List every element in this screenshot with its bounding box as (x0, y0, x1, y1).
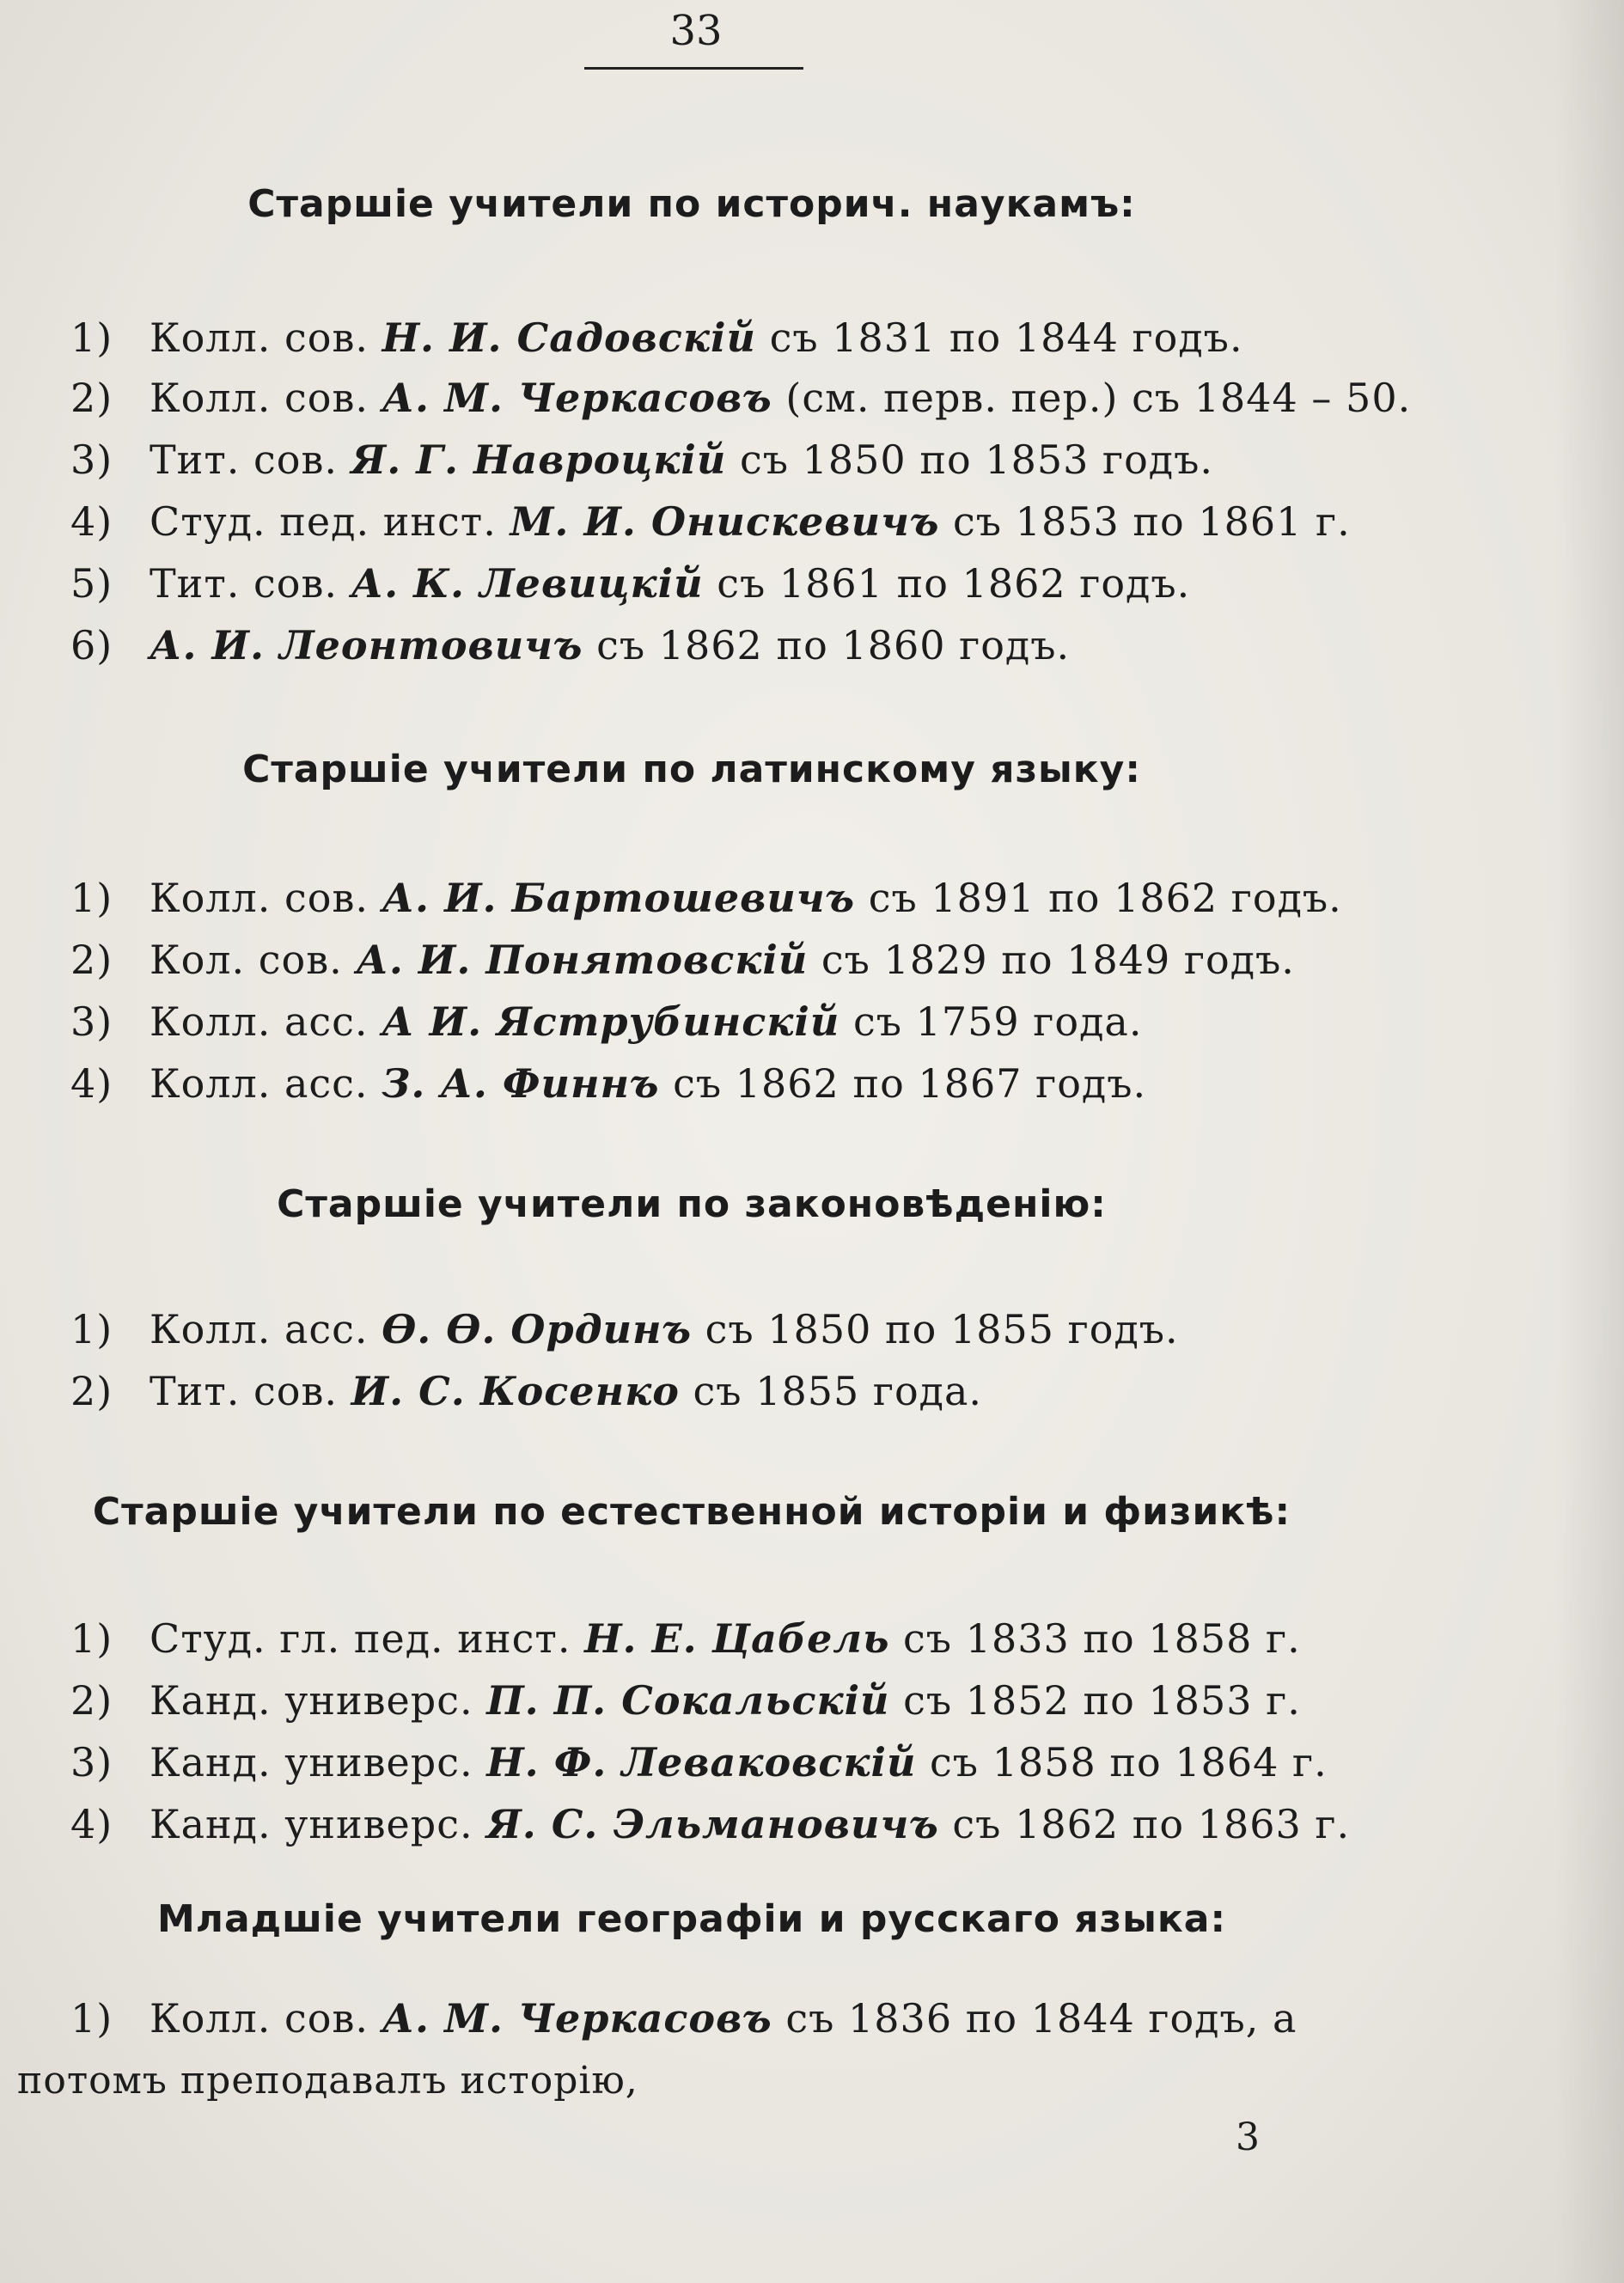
entry-number: 1) (70, 314, 113, 361)
entry-number: 1) (70, 1306, 113, 1352)
entry-years: съ 1862 по 1867 годъ. (673, 1060, 1147, 1107)
entry-years: съ 1855 года. (693, 1368, 983, 1414)
entry-rank: Колл. асс. (150, 998, 369, 1045)
entry-number: 2) (70, 937, 113, 983)
signature-mark: 3 (1236, 2115, 1260, 2159)
entry-name: Н. Ф. Леваковскій (486, 1739, 917, 1786)
entry-years: съ 1850 по 1853 годъ. (739, 436, 1213, 483)
entry-rank: Колл. сов. (150, 314, 369, 361)
entry-number: 2) (70, 1368, 113, 1414)
entry-number: 3) (70, 436, 113, 483)
section-heading: Младшіе учители географіи и русскаго языка: (156, 1897, 1227, 1941)
entry-years: съ 1862 по 1863 г. (952, 1801, 1351, 1847)
entry-rank: Канд. универс. (150, 1677, 473, 1724)
entry-name: А. И. Понятовскій (356, 937, 809, 983)
entry-name: А. И. Бартошевичъ (382, 875, 856, 921)
entry-rank: Студ. пед. инст. (150, 498, 497, 545)
entry-years: съ 1829 по 1849 годъ. (821, 937, 1295, 983)
entry-rank: Тит. сов. (150, 560, 339, 607)
entry-rank: Канд. универс. (150, 1739, 473, 1786)
list-item (70, 1306, 1411, 1352)
list-item (70, 1995, 1411, 2042)
section-heading: Старшіе учители по латинскому языку: (242, 748, 1141, 791)
entry-number: 4) (70, 1060, 113, 1107)
entry-name: Я. Г. Навроцкій (351, 436, 727, 483)
entry-years: съ 1852 по 1853 г. (903, 1677, 1301, 1724)
page-number: 33 (669, 7, 723, 55)
list-item (70, 1677, 1411, 1724)
entry-years: съ 1858 по 1864 г. (930, 1739, 1328, 1786)
entry-name: А. М. Черкасовъ (382, 1995, 772, 2042)
list-item (70, 1615, 1411, 1662)
entry-years: съ 1853 по 1861 г. (953, 498, 1351, 545)
entry-years: съ 1891 по 1862 годъ. (868, 875, 1342, 921)
entry-name: Я. С. Эльмановичъ (486, 1801, 939, 1847)
entry-rank: Колл. асс. (150, 1306, 369, 1352)
list-item (70, 560, 1411, 607)
entry-name: А. К. Левицкій (351, 560, 704, 607)
entry-rank: Колл. сов. (150, 1995, 369, 2042)
page-number-rule (584, 67, 803, 70)
entry-years: съ 1862 по 1860 годъ. (596, 622, 1071, 668)
section-heading: Старшіе учители по историч. наукамъ: (247, 182, 1136, 226)
entry-rank: Колл. сов. (150, 875, 369, 921)
list-item (70, 1060, 1411, 1107)
list-item (70, 622, 1411, 668)
section-heading: Старшіе учители по законовѣденію: (277, 1182, 1107, 1226)
list-item (70, 1739, 1411, 1786)
entry-years: съ 1759 года. (852, 998, 1143, 1045)
page-edge-shadow (1555, 0, 1624, 2283)
entry-name: Н. Е. Цабель (584, 1615, 890, 1662)
list-item (70, 375, 1411, 421)
entry-rank: Колл. сов. (150, 375, 369, 421)
entry-rank: Канд. универс. (150, 1801, 473, 1847)
entry-number: 1) (70, 1995, 113, 2042)
entry-name: И. С. Косенко (351, 1368, 680, 1414)
entry-rank: Колл. асс. (150, 1060, 369, 1107)
entry-years: съ 1836 по 1844 годъ, а (785, 1995, 1297, 2042)
entry-years: (см. перв. пер.) съ 1844 – 50. (785, 375, 1412, 421)
entry-name: Н. И. Садовскій (382, 314, 756, 361)
entry-number: 3) (70, 998, 113, 1045)
entry-continuation: потомъ преподавалъ исторію, (17, 2059, 638, 2103)
entry-name: П. П. Сокальскій (486, 1677, 890, 1724)
entry-name: Ѳ. Ѳ. Ординъ (382, 1306, 693, 1352)
entry-years: съ 1850 по 1855 годъ. (705, 1306, 1179, 1352)
list-item (70, 875, 1411, 921)
entry-name: М. И. Онискевичъ (510, 498, 940, 545)
entry-rank: Студ. гл. пед. инст. (150, 1615, 571, 1662)
entry-name: З. А. Финнъ (382, 1060, 660, 1107)
entry-number: 1) (70, 1615, 113, 1662)
entry-number: 6) (70, 622, 113, 668)
list-item (70, 314, 1411, 361)
list-item (70, 436, 1411, 483)
list-item (70, 937, 1411, 983)
entry-years: съ 1831 по 1844 годъ. (769, 314, 1243, 361)
entry-number: 4) (70, 498, 113, 545)
entry-rank: Тит. сов. (150, 436, 339, 483)
entry-number: 2) (70, 1677, 113, 1724)
entry-name: А. И. Леонтовичъ (150, 622, 583, 668)
entry-number: 3) (70, 1739, 113, 1786)
entry-name: А. М. Черкасовъ (382, 375, 772, 421)
list-item (70, 1801, 1411, 1847)
entry-years: съ 1861 по 1862 годъ. (717, 560, 1191, 607)
entry-years: съ 1833 по 1858 г. (903, 1615, 1301, 1662)
entry-number: 5) (70, 560, 113, 607)
section-heading: Старшіе учители по естественной исторіи и физикѣ: (92, 1490, 1291, 1534)
entry-name: А И. Яструбинскій (382, 998, 840, 1045)
list-item (70, 998, 1411, 1045)
entry-rank: Тит. сов. (150, 1368, 339, 1414)
entry-number: 2) (70, 375, 113, 421)
list-item (70, 498, 1411, 545)
entry-rank: Кол. сов. (150, 937, 343, 983)
entry-number: 1) (70, 875, 113, 921)
list-item (70, 1368, 1411, 1414)
entry-number: 4) (70, 1801, 113, 1847)
